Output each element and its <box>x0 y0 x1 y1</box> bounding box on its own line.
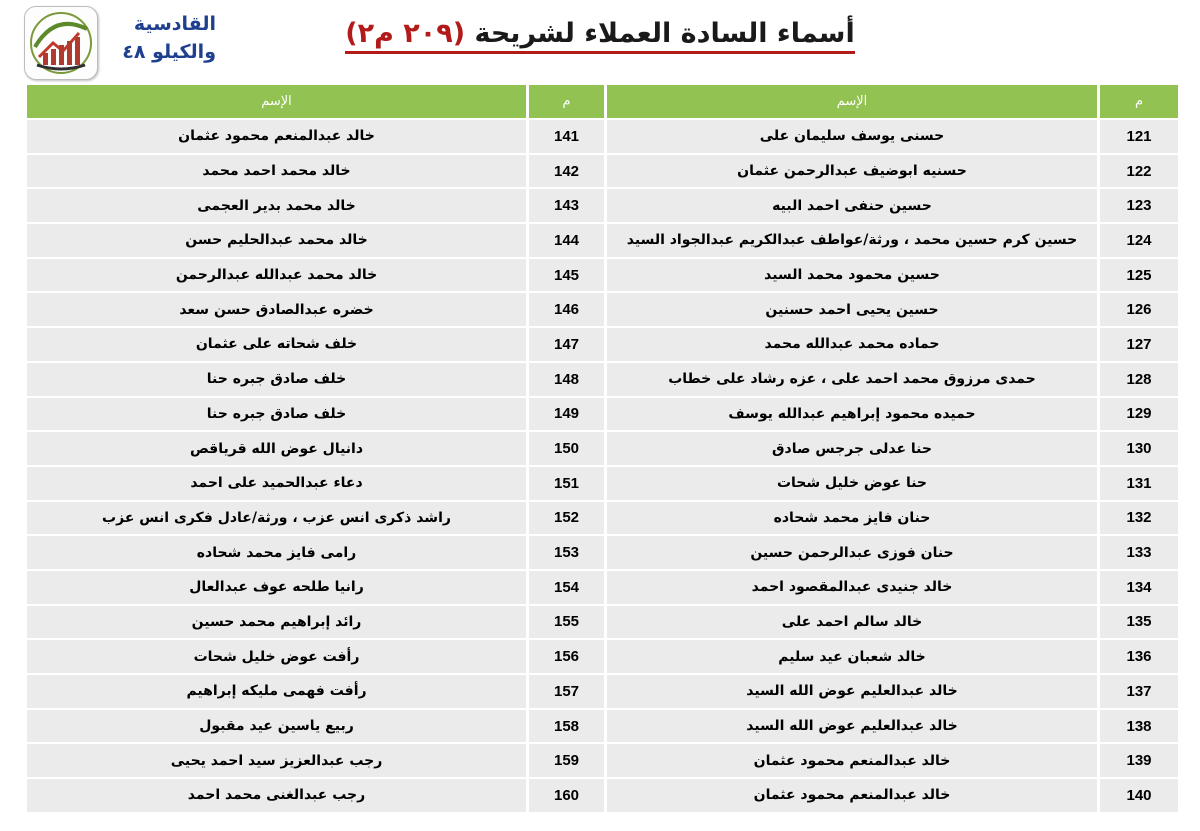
row-number-cell: 140 <box>1100 779 1178 812</box>
row-number-cell: 129 <box>1100 398 1178 431</box>
row-number-cell: 142 <box>529 155 604 188</box>
row-number-cell: 145 <box>529 259 604 292</box>
table-row <box>27 640 1178 673</box>
customer-name-cell: حماده محمد عبدالله محمد <box>607 328 1097 361</box>
customer-name-cell: خالد محمد احمد محمد <box>27 155 526 188</box>
customer-name-cell: راشد ذكرى انس عزب ، ورثة/عادل فكرى انس عزب <box>27 502 526 535</box>
table-row <box>27 224 1178 257</box>
column-header-name: الإسم <box>607 85 1097 118</box>
row-number-cell: 144 <box>529 224 604 257</box>
customer-name-cell: حسين يحيى احمد حسنين <box>607 293 1097 326</box>
table-body <box>27 120 1178 812</box>
row-number-cell: 135 <box>1100 606 1178 639</box>
customer-name-cell: خالد عبدالمنعم محمود عثمان <box>607 779 1097 812</box>
customer-name-cell: حسين كرم حسين محمد ، ورثة/عواطف عبدالكريم عبدالجواد السيد <box>607 224 1097 257</box>
customer-name-cell: دانيال عوض الله قرياقص <box>27 432 526 465</box>
row-number-cell: 122 <box>1100 155 1178 188</box>
table-row <box>27 779 1178 812</box>
customer-name-cell: خالد عبدالعليم عوض الله السيد <box>607 710 1097 743</box>
row-number-cell: 128 <box>1100 363 1178 396</box>
row-number-cell: 154 <box>529 571 604 604</box>
table-row <box>27 675 1178 708</box>
row-number-cell: 152 <box>529 502 604 535</box>
customer-name-cell: حسنى يوسف سليمان على <box>607 120 1097 153</box>
table-row <box>27 467 1178 500</box>
row-number-cell: 148 <box>529 363 604 396</box>
customer-name-cell: دعاء عبدالحميد على احمد <box>27 467 526 500</box>
row-number-cell: 132 <box>1100 502 1178 535</box>
table-header-row <box>27 85 1178 118</box>
customer-name-cell: خالد محمد عبدالله عبدالرحمن <box>27 259 526 292</box>
column-header-number: م <box>529 85 604 118</box>
column-header-name: الإسم <box>27 85 526 118</box>
row-number-cell: 136 <box>1100 640 1178 673</box>
logo-graphic-icon <box>25 7 97 79</box>
customer-name-cell: خالد عبدالعليم عوض الله السيد <box>607 675 1097 708</box>
row-number-cell: 127 <box>1100 328 1178 361</box>
table-row <box>27 120 1178 153</box>
customer-name-cell: خالد شعبان عيد سليم <box>607 640 1097 673</box>
table-row <box>27 536 1178 569</box>
table-row <box>27 189 1178 222</box>
table-row <box>27 710 1178 743</box>
customer-name-cell: رامى فايز محمد شحاده <box>27 536 526 569</box>
page-header <box>0 0 1200 82</box>
row-number-cell: 153 <box>529 536 604 569</box>
customer-name-cell: رأفت عوض خليل شحات <box>27 640 526 673</box>
customer-name-cell: حنا عوض خليل شحات <box>607 467 1097 500</box>
customers-table <box>24 83 1181 814</box>
table-row <box>27 259 1178 292</box>
customer-name-cell: رأفت فهمى مليكه إبراهيم <box>27 675 526 708</box>
row-number-cell: 151 <box>529 467 604 500</box>
customer-name-cell: خالد محمد عبدالحليم حسن <box>27 224 526 257</box>
customer-name-cell: خلف صادق جبره حنا <box>27 398 526 431</box>
customer-name-cell: رانيا طلحه عوف عبدالعال <box>27 571 526 604</box>
customer-name-cell: خلف شحاته على عثمان <box>27 328 526 361</box>
table-row <box>27 502 1178 535</box>
row-number-cell: 138 <box>1100 710 1178 743</box>
row-number-cell: 141 <box>529 120 604 153</box>
row-number-cell: 147 <box>529 328 604 361</box>
table-row <box>27 155 1178 188</box>
customer-name-cell: خالد عبدالمنعم محمود عثمان <box>607 744 1097 777</box>
column-header-number: م <box>1100 85 1178 118</box>
row-number-cell: 123 <box>1100 189 1178 222</box>
table-row <box>27 293 1178 326</box>
row-number-cell: 124 <box>1100 224 1178 257</box>
row-number-cell: 157 <box>529 675 604 708</box>
row-number-cell: 149 <box>529 398 604 431</box>
table-row <box>27 398 1178 431</box>
page-title-main <box>345 18 855 54</box>
row-number-cell: 126 <box>1100 293 1178 326</box>
row-number-cell: 160 <box>529 779 604 812</box>
table-row <box>27 606 1178 639</box>
row-number-cell: 121 <box>1100 120 1178 153</box>
brand-line-1: القادسية <box>133 13 216 35</box>
customer-name-cell: حنان فايز محمد شحاده <box>607 502 1097 535</box>
brand-name <box>106 10 216 66</box>
customer-name-cell: حسين حنفى احمد البيه <box>607 189 1097 222</box>
row-number-cell: 159 <box>529 744 604 777</box>
customer-name-cell: خالد جنيدى عبدالمقصود احمد <box>607 571 1097 604</box>
customer-name-cell: ربيع ياسين عيد مقبول <box>27 710 526 743</box>
customer-name-cell: حميده محمود إبراهيم عبدالله يوسف <box>607 398 1097 431</box>
row-number-cell: 156 <box>529 640 604 673</box>
customer-name-cell: خالد عبدالمنعم محمود عثمان <box>27 120 526 153</box>
page-title-text: أسماء السادة العملاء لشريحة <box>474 18 855 49</box>
page-title <box>320 14 880 54</box>
customer-name-cell: حمدى مرزوق محمد احمد على ، عزه رشاد على خطاب <box>607 363 1097 396</box>
page-title-segment: (٢٠٩ م٢) <box>345 18 466 49</box>
row-number-cell: 146 <box>529 293 604 326</box>
row-number-cell: 125 <box>1100 259 1178 292</box>
customer-name-cell: خضره عبدالصادق حسن سعد <box>27 293 526 326</box>
row-number-cell: 130 <box>1100 432 1178 465</box>
company-logo <box>24 6 98 80</box>
row-number-cell: 158 <box>529 710 604 743</box>
table-row <box>27 363 1178 396</box>
row-number-cell: 150 <box>529 432 604 465</box>
customer-name-cell: حنا عدلى جرجس صادق <box>607 432 1097 465</box>
customer-name-cell: رائد إبراهيم محمد حسين <box>27 606 526 639</box>
row-number-cell: 143 <box>529 189 604 222</box>
customer-name-cell: حسنيه ابوضيف عبدالرحمن عثمان <box>607 155 1097 188</box>
customer-name-cell: رجب عبدالغنى محمد احمد <box>27 779 526 812</box>
customer-name-cell: حنان فوزى عبدالرحمن حسين <box>607 536 1097 569</box>
table-row <box>27 571 1178 604</box>
customer-name-cell: حسين محمود محمد السيد <box>607 259 1097 292</box>
row-number-cell: 133 <box>1100 536 1178 569</box>
customer-name-cell: خالد محمد بدير العجمى <box>27 189 526 222</box>
customer-name-cell: رجب عبدالعزيز سيد احمد يحيى <box>27 744 526 777</box>
row-number-cell: 134 <box>1100 571 1178 604</box>
row-number-cell: 137 <box>1100 675 1178 708</box>
brand-line-2: والكيلو ٤٨ <box>122 41 216 63</box>
customer-name-cell: خلف صادق جبره حنا <box>27 363 526 396</box>
row-number-cell: 131 <box>1100 467 1178 500</box>
table-row <box>27 744 1178 777</box>
row-number-cell: 139 <box>1100 744 1178 777</box>
customer-name-cell: خالد سالم احمد على <box>607 606 1097 639</box>
row-number-cell: 155 <box>529 606 604 639</box>
table-row <box>27 432 1178 465</box>
table-row <box>27 328 1178 361</box>
